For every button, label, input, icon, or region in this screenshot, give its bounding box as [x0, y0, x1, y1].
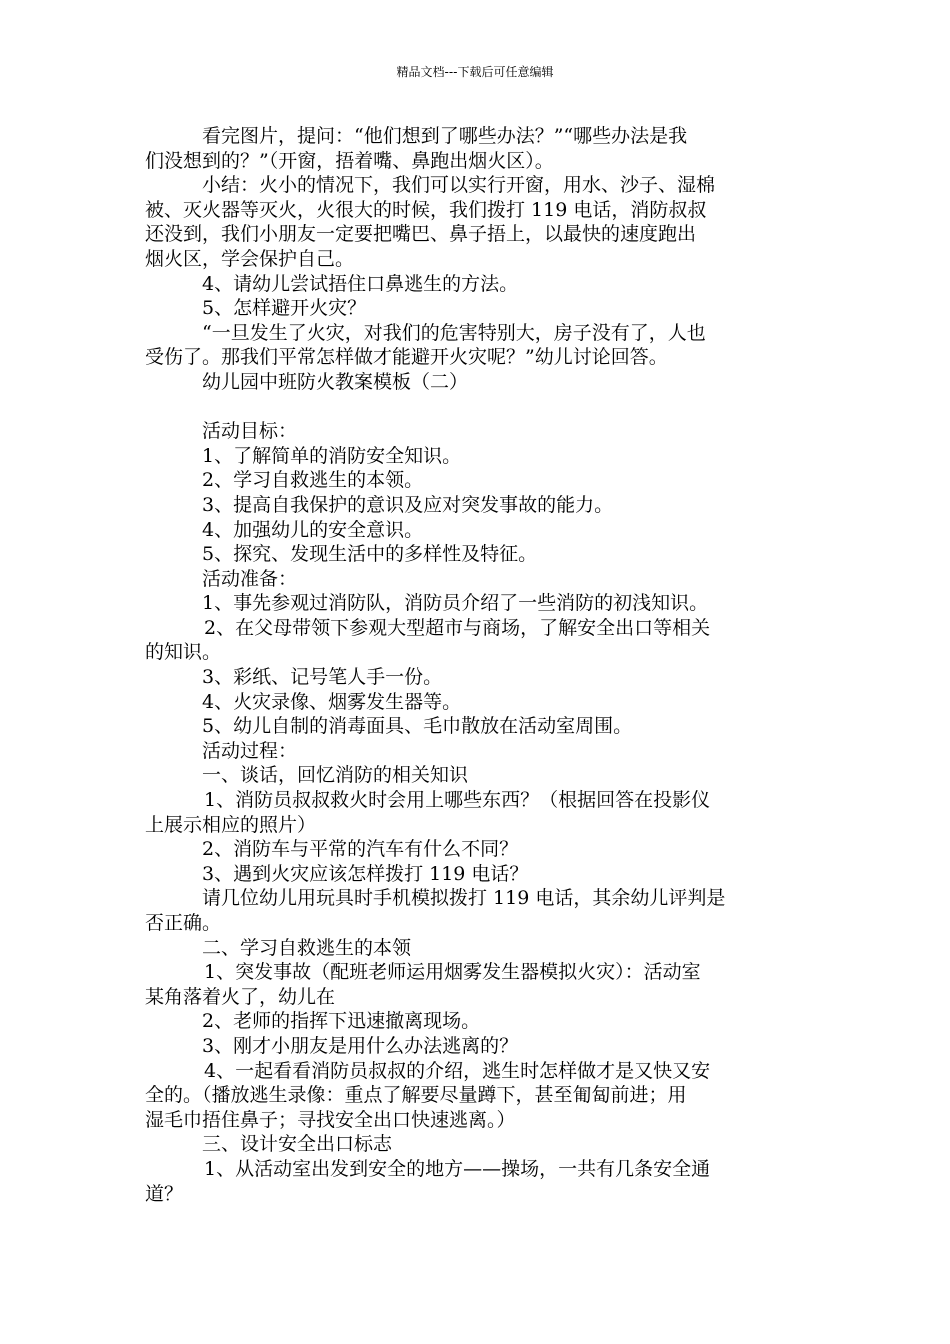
paragraph-line: 请几位幼儿用玩具时手机模拟拨打 119 电话，其余幼儿评判是 [202, 887, 726, 910]
list-item: 1、突发事故（配班老师运用烟雾发生器模拟火灾）：活动室 [204, 961, 701, 984]
paragraph-line: 4、请幼儿尝试捂住口鼻逃生的方法。 [202, 272, 519, 295]
list-item: 1、了解简单的消防安全知识。 [202, 444, 462, 467]
step-heading: 三、设计安全出口标志 [202, 1133, 393, 1156]
paragraph-line: 湿毛巾捂住鼻子；寻找安全出口快速逃离。） [145, 1108, 516, 1131]
list-item: 4、一起看看消防员叔叔的介绍，逃生时怎样做才是又快又安 [204, 1059, 711, 1082]
list-item: 1、消防员叔叔救火时会用上哪些东西？（根据回答在投影仪 [204, 789, 711, 812]
paragraph-line: 某角落着火了，幼儿在 [145, 985, 336, 1008]
paragraph-line: 5、怎样避开火灾？ [202, 297, 367, 320]
page-header: 精品文档---下载后可任意编辑 [396, 65, 554, 79]
list-item: 5、探究、发现生活中的多样性及特征。 [202, 543, 538, 566]
section-heading: 活动目标： [202, 420, 298, 443]
step-heading: 一、谈话，回忆消防的相关知识 [202, 764, 469, 787]
section-title: 幼儿园中班防火教案模板（二） [202, 370, 469, 393]
step-heading: 二、学习自救逃生的本领 [202, 936, 412, 959]
paragraph-line: 上展示相应的照片） [145, 813, 317, 836]
list-item: 4、火灾录像、烟雾发生器等。 [202, 690, 462, 713]
list-item: 3、提高自我保护的意识及应对突发事故的能力。 [202, 493, 614, 516]
paragraph-line: “一旦发生了火灾，对我们的危害特别大，房子没有了，人也 [202, 321, 706, 344]
list-item: 3、遇到火灾应该怎样拨打 119 电话？ [202, 862, 529, 885]
list-item: 2、老师的指挥下迅速撤离现场。 [202, 1010, 481, 1033]
list-item: 4、加强幼儿的安全意识。 [202, 518, 424, 541]
paragraph-line: 的知识。 [145, 641, 222, 664]
paragraph-line: 道？ [145, 1182, 184, 1205]
list-item: 1、从活动室出发到安全的地方——操场，一共有几条安全通 [204, 1157, 711, 1180]
paragraph-line: 看完图片，提问：“他们想到了哪些办法？”“哪些办法是我 [202, 125, 688, 147]
list-item: 3、刚才小朋友是用什么办法逃离的？ [202, 1034, 519, 1057]
paragraph-line: 烟火区，学会保护自己。 [145, 247, 355, 270]
blank-line [145, 395, 805, 420]
list-item: 3、彩纸、记号笔人手一份。 [202, 666, 443, 689]
paragraph-line: 小结：火小的情况下，我们可以实行开窗，用水、沙子、湿棉 [202, 174, 716, 197]
paragraph-line: 受伤了。那我们平常怎样做才能避开火灾呢？”幼儿讨论回答。 [145, 346, 668, 369]
section-heading: 活动过程： [202, 739, 298, 762]
list-item: 1、事先参观过消防队，消防员介绍了一些消防的初浅知识。 [202, 592, 709, 615]
document-body [145, 124, 805, 1206]
list-item: 2、在父母带领下参观大型超市与商场，了解安全出口等相关 [204, 616, 711, 639]
paragraph-line: 被、灭火器等灭火，火很大的时候，我们拨打 119 电话，消防叔叔 [145, 198, 707, 221]
paragraph-line: 否正确。 [145, 912, 222, 934]
list-item: 2、学习自救逃生的本领。 [202, 469, 424, 492]
list-item: 5、幼儿自制的消毒面具、毛巾散放在活动室周围。 [202, 715, 633, 738]
section-heading: 活动准备： [202, 567, 298, 590]
list-item: 2、消防车与平常的汽车有什么不同？ [202, 838, 519, 861]
paragraph-line: 还没到，我们小朋友一定要把嘴巴、鼻子捂上，以最快的速度跑出 [145, 223, 697, 246]
paragraph-line: 们没想到的？”（开窗，捂着嘴、鼻跑出烟火区）。 [145, 149, 554, 172]
paragraph-line: 全的。（播放逃生录像：重点了解要尽量蹲下，甚至匍匐前进；用 [145, 1084, 687, 1107]
